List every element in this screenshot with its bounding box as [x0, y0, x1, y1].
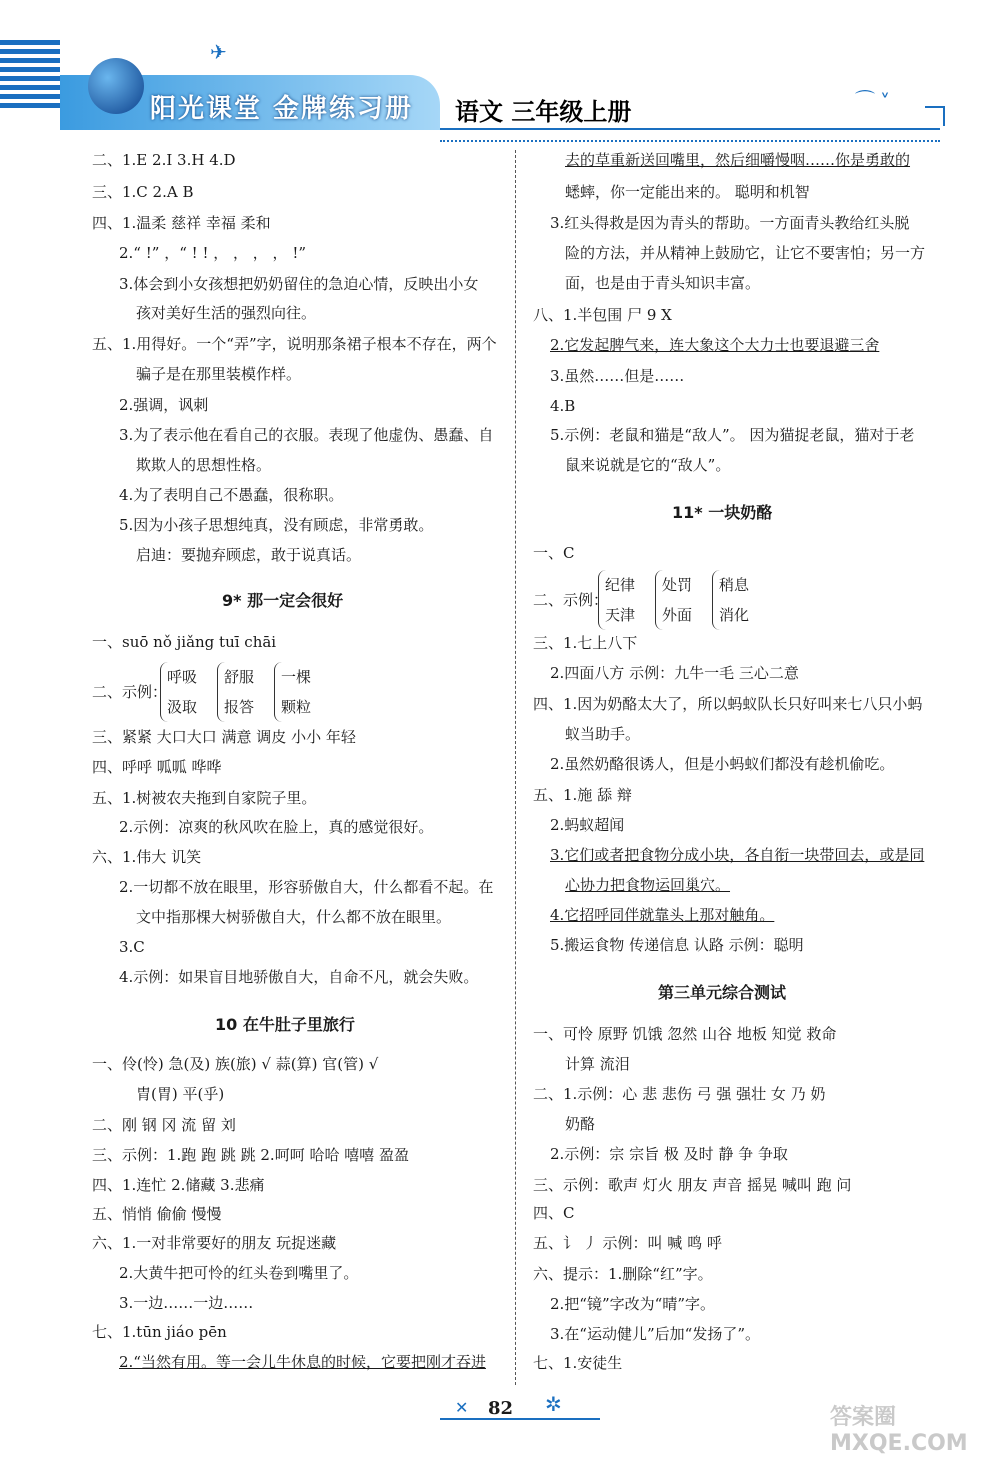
- answer-line: 四、呼呼 呱呱 哗哗: [92, 758, 222, 776]
- answer-line: 八、1.半包围 尸 9 X: [533, 306, 672, 324]
- brace-group: [598, 570, 635, 630]
- answer-line: 面，也是由于青头知识丰富。: [565, 274, 761, 292]
- answer-line: 2.蚂蚁超闻: [550, 816, 625, 834]
- answer-line: 鼠来说就是它的“敌人”。: [565, 456, 731, 474]
- bird-icon: ˅: [880, 90, 890, 114]
- answer-line: 三、示例：1.跑 跑 跳 跳 2.呵呵 哈哈 嘻嘻 盈盈: [92, 1146, 410, 1164]
- answer-line: 险的方法，并从精神上鼓励它，让它不要害怕；另一方: [565, 244, 926, 262]
- answer-line: 胄(胃) 平(乎): [136, 1085, 225, 1103]
- answer-line: 二、示例：: [92, 683, 168, 701]
- header-globe-icon: [88, 58, 144, 114]
- answer-line: 骗子是在那里装模作样。: [136, 365, 302, 383]
- answer-line: 六、1.一对非常要好的朋友 玩捉迷藏: [92, 1234, 337, 1252]
- answer-line: 奶酪: [565, 1115, 596, 1133]
- answer-line: 3.一边……一边……: [119, 1294, 254, 1312]
- bird-icon: ⌒: [855, 88, 875, 112]
- star-icon: ✕: [455, 1398, 469, 1417]
- answer-line: 2.一切都不放在眼里，形容骄傲自大，什么都看不起。在: [119, 878, 494, 896]
- answer-line: 3.它们或者把食物分成小块，各自衔一块带回去，或是同: [550, 846, 925, 864]
- answer-line: 四、1.温柔 慈祥 幸福 柔和: [92, 214, 271, 232]
- header-dotted-rule: [440, 140, 940, 142]
- answer-line: 七、1.tūn jiáo pēn: [92, 1323, 227, 1341]
- brace-word: 处罚: [662, 576, 693, 594]
- brace-groups-9: [160, 662, 331, 722]
- answer-line: 七、1.安徒生: [533, 1354, 623, 1372]
- answer-line: 二、刚 钢 冈 流 留 刘: [92, 1116, 236, 1134]
- answer-line: 2.“ !” ，“ ! ! ， ， ， ， !”: [119, 244, 307, 262]
- answer-line: 2.大黄牛把可怜的红头卷到嘴里了。: [119, 1264, 359, 1282]
- answer-line: 去的草重新送回嘴里，然后细嚼慢咽……你是勇敢的: [565, 151, 911, 169]
- watermark: 答案圈 MXQE.COM: [830, 1405, 968, 1456]
- brace-word: 消化: [719, 606, 750, 624]
- answer-line: 心协力把食物运回巢穴。: [565, 876, 731, 894]
- brace-word: 天津: [605, 606, 636, 624]
- page-number: 82: [488, 1398, 514, 1419]
- plane-icon: ✈: [210, 40, 227, 64]
- answer-line: 三、紧紧 大口大口 满意 调皮 小小 年轻: [92, 728, 356, 746]
- brace-word: 报答: [224, 698, 255, 716]
- answer-line: 2.虽然奶酪很诱人，但是小蚂蚁们都没有趁机偷吃。: [550, 755, 895, 773]
- answer-line: 2.它发起脾气来，连大象这个大力士也要退避三舍: [550, 336, 880, 354]
- answer-line: 2.示例：凉爽的秋风吹在脸上，真的感觉很好。: [119, 818, 434, 836]
- brace-group: [160, 662, 197, 722]
- answer-line: 4.为了表明自己不愚蠢，很称职。: [119, 486, 344, 504]
- brace-word: 汲取: [167, 698, 198, 716]
- answer-line: 五、讠 丿 示例：叫 喊 鸣 呼: [533, 1234, 722, 1252]
- answer-line: 计算 流泪: [565, 1055, 630, 1073]
- answer-line: 六、提示：1.删除“红”字。: [533, 1265, 713, 1283]
- brace-word: 颗粒: [281, 698, 312, 716]
- brace-word: 外面: [662, 606, 693, 624]
- brace-group: [274, 662, 311, 722]
- flower-icon: ✲: [545, 1392, 562, 1416]
- answer-line: 4.B: [550, 397, 576, 415]
- answer-line: 2.四面八方 示例：九牛一毛 三心二意: [550, 664, 799, 682]
- answer-line: 2.强调，讽刺: [119, 396, 209, 414]
- answer-line: 3.为了表示他在看自己的衣服。表现了他虚伪、愚蠢、自: [119, 426, 494, 444]
- answer-line: 一、可怜 原野 饥饿 忽然 山谷 地板 知觉 救命: [533, 1025, 837, 1043]
- answer-line: 5.搬运食物 传递信息 认路 示例：聪明: [550, 936, 804, 954]
- answer-line: 2.示例：宗 宗旨 极 及时 静 争 争取: [550, 1145, 788, 1163]
- brace-group: [655, 570, 692, 630]
- answer-line: 5.因为小孩子思想纯真，没有顾虑，非常勇敢。: [119, 516, 434, 534]
- answer-line: 3.体会到小女孩想把奶奶留住的急迫心情，反映出小女: [119, 275, 479, 293]
- book-subject: 语文 三年级上册: [455, 97, 632, 126]
- answer-line: 一、伶(怜) 急(及) 族(旅) √ 蒜(算) 官(管) √: [92, 1055, 379, 1073]
- answer-line: 五、1.施 舔 辩: [533, 786, 632, 804]
- answer-line: 蟋蟀，你一定能出来的。 聪明和机智: [565, 183, 810, 201]
- answer-line: 3.在“运动健儿”后加“发扬了”。: [550, 1325, 760, 1343]
- brace-word: 舒服: [224, 668, 255, 686]
- section-title-11: 11* 一块奶酪: [672, 503, 773, 522]
- answer-line: 5.示例：老鼠和猫是“敌人”。 因为猫捉老鼠，猫对于老: [550, 426, 915, 444]
- brace-groups-11: [598, 570, 769, 630]
- answer-line: 4.它招呼同伴就靠头上那对触角。: [550, 906, 775, 924]
- answer-line: 二、示例：: [533, 591, 609, 609]
- answer-line: 欺欺人的思想性格。: [136, 456, 272, 474]
- answer-line: 五、悄悄 偷偷 慢慢: [92, 1205, 222, 1223]
- answer-line: 一、C: [533, 544, 575, 562]
- answer-line: 五、1.树被农夫拖到自家院子里。: [92, 789, 317, 807]
- answer-line: 4.示例：如果盲目地骄傲自大，自命不凡，就会失败。: [119, 968, 479, 986]
- answer-line: 三、1.七上八下: [533, 634, 638, 652]
- answer-line: 3.红头得救是因为青头的帮助。一方面青头教给红头脱: [550, 214, 910, 232]
- answer-line: 二、1.示例：心 悲 悲伤 弓 强 强壮 女 乃 奶: [533, 1085, 826, 1103]
- section-title-10: 10 在牛肚子里旅行: [215, 1015, 355, 1034]
- answer-line: 一、suō nǒ jiǎng tuī chāi: [92, 633, 277, 651]
- answer-line: 启迪：要抛弃顾虑，敢于说真话。: [136, 546, 362, 564]
- answer-line: 四、C: [533, 1204, 575, 1222]
- brace-group: [712, 570, 749, 630]
- answer-line: 六、1.伟大 讥笑: [92, 848, 202, 866]
- answer-line: 3.C: [119, 938, 145, 956]
- header-rule: [440, 128, 940, 130]
- answer-line: 四、1.连忙 2.储藏 3.悲痛: [92, 1176, 265, 1194]
- answer-line: 四、1.因为奶酪太大了，所以蚂蚁队长只好叫来七八只小蚂: [533, 695, 923, 713]
- section-title-9: 9* 那一定会很好: [222, 591, 344, 610]
- column-divider: [515, 150, 516, 1385]
- brace-word: 一棵: [281, 668, 312, 686]
- answer-line: 蚁当助手。: [565, 725, 641, 743]
- answer-line: 三、示例：歌声 灯火 朋友 声音 摇晃 喊叫 跑 问: [533, 1176, 852, 1194]
- header-corner: [925, 106, 945, 126]
- brace-group: [217, 662, 254, 722]
- answer-line: 三、1.C 2.A B: [92, 183, 194, 201]
- answer-line: 二、1.E 2.I 3.H 4.D: [92, 151, 236, 169]
- brace-word: 稍息: [719, 576, 750, 594]
- answer-line: 3.虽然……但是……: [550, 367, 685, 385]
- answer-line: 2.把“镜”字改为“晴”字。: [550, 1295, 715, 1313]
- brace-word: 纪律: [605, 576, 636, 594]
- header-stripes: [0, 40, 60, 130]
- book-title: 阳光课堂 金牌练习册: [150, 94, 414, 124]
- section-title-test: 第三单元综合测试: [658, 983, 787, 1002]
- answer-line: 2.“当然有用。等一会儿牛休息的时候，它要把刚才吞进: [119, 1353, 486, 1371]
- brace-word: 呼吸: [167, 668, 198, 686]
- answer-line: 五、1.用得好。一个“弄”字，说明那条裙子根本不存在，两个: [92, 335, 497, 353]
- page-number-rule: [440, 1418, 600, 1420]
- answer-line: 文中指那棵大树骄傲自大，什么都不放在眼里。: [136, 908, 452, 926]
- answer-line: 孩对美好生活的强烈向往。: [136, 304, 317, 322]
